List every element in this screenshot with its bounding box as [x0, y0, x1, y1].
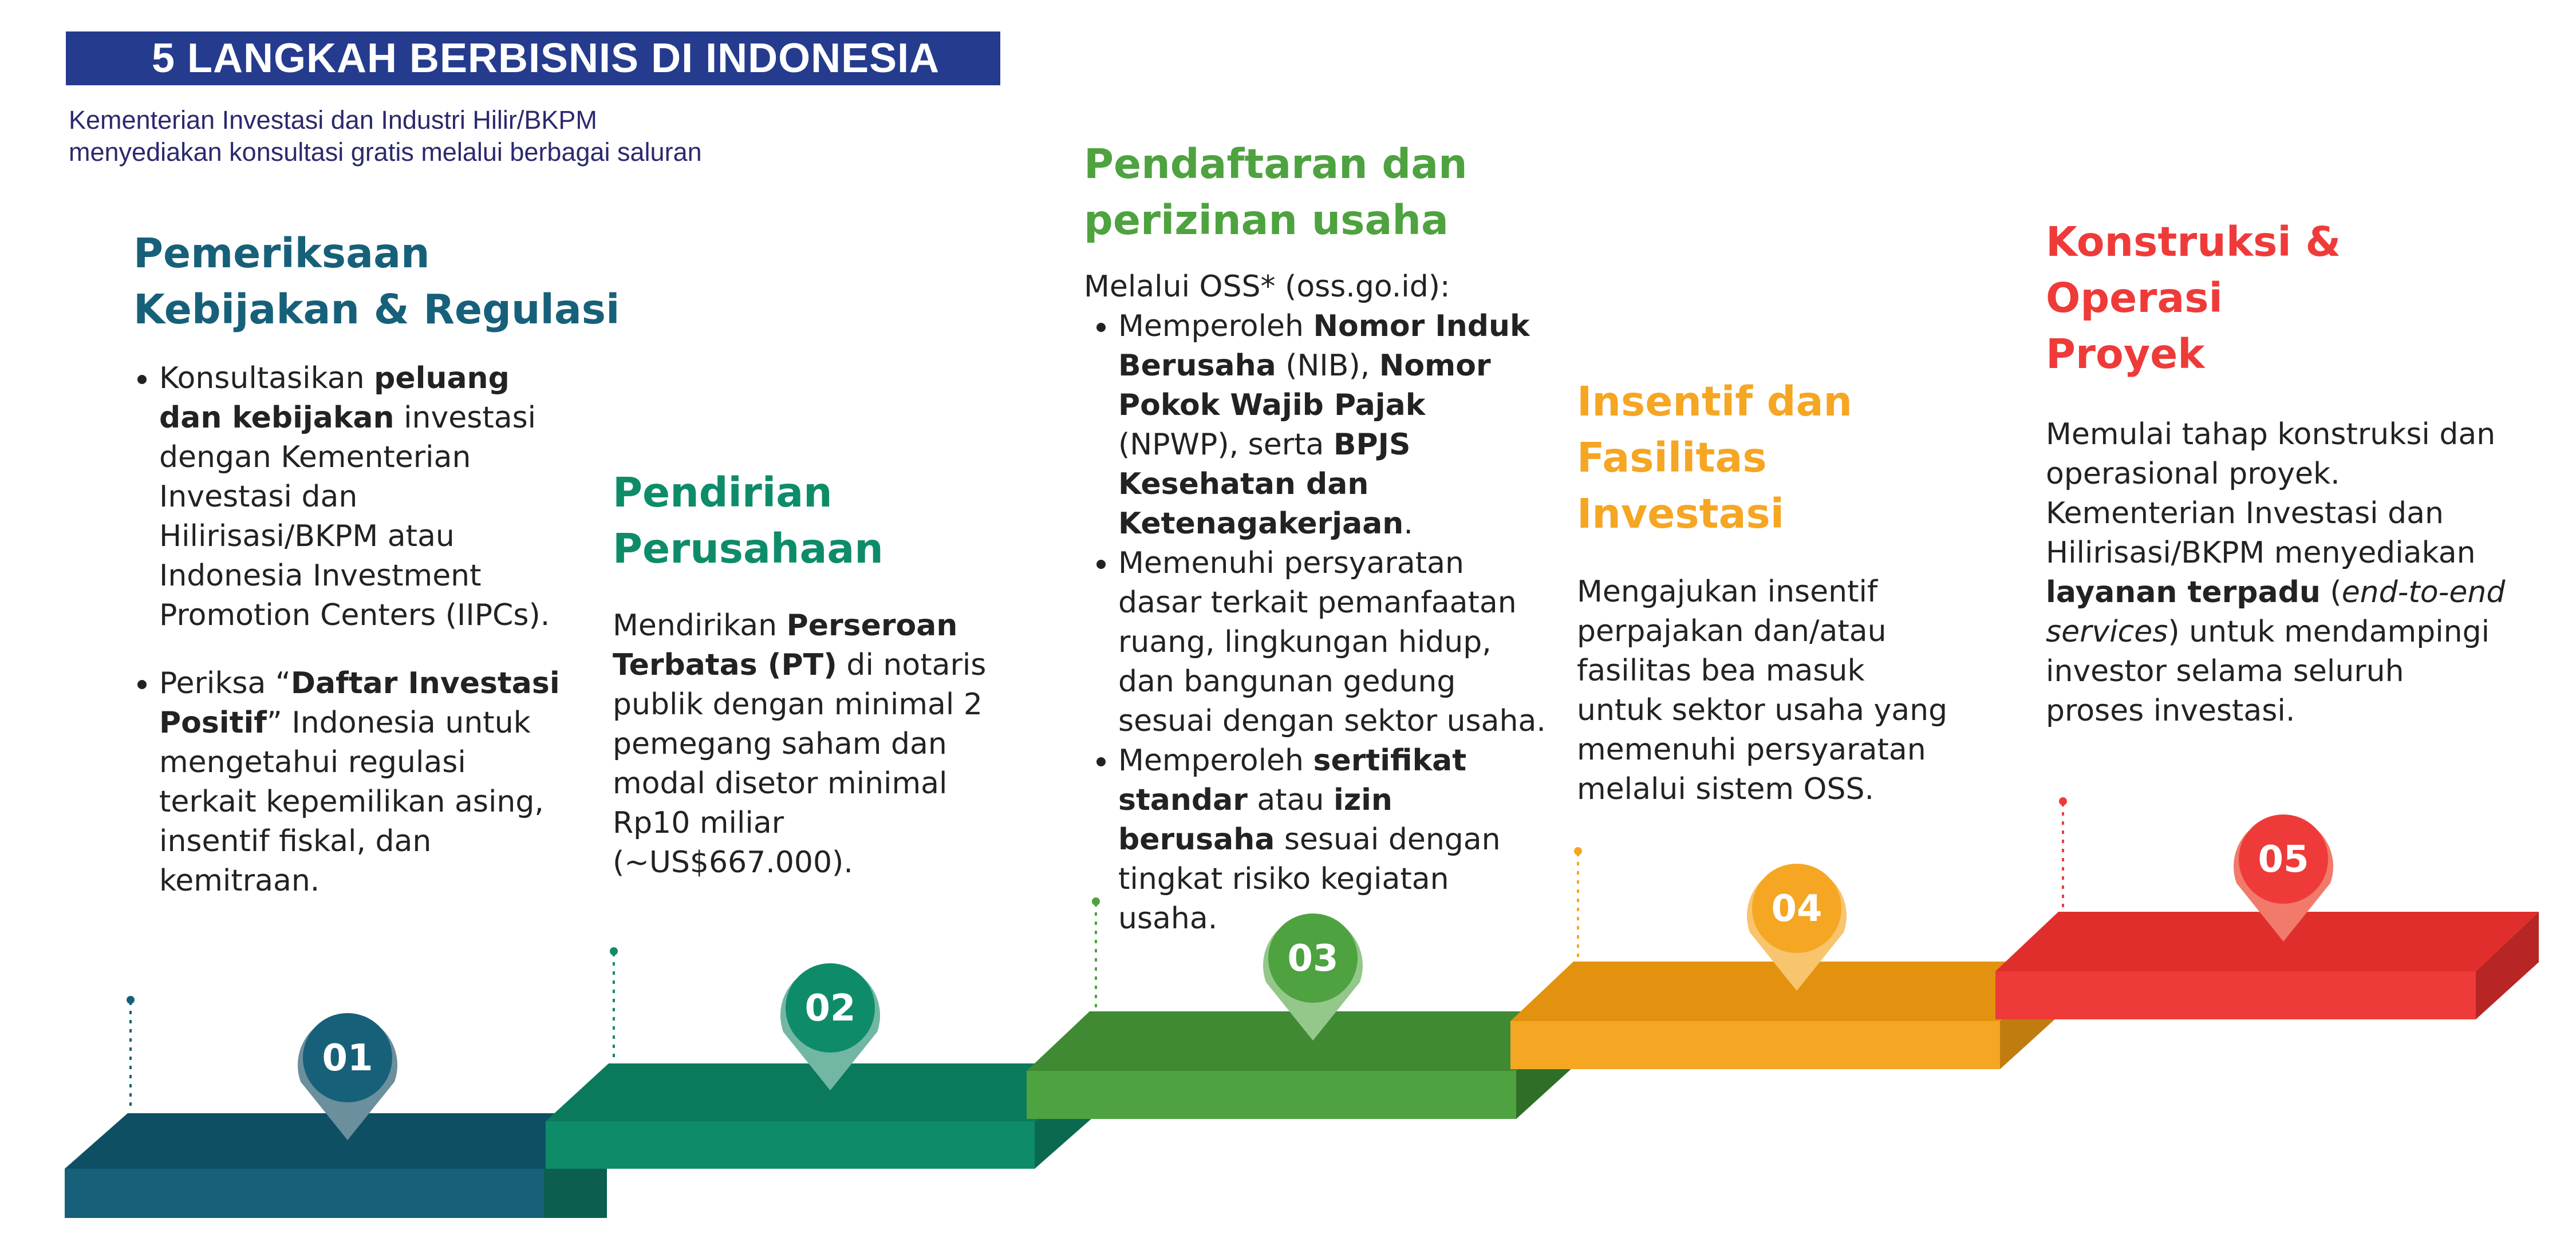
- step-number-2: 02: [804, 987, 856, 1030]
- step-4-heading: Insentif dan Fasilitas Investasi: [1577, 378, 1853, 537]
- step-5-body: Memulai tahap konstruksi dan operasional proyek. Kementerian Investasi dan Hilirisasi/BKPM menyediakan layanan terpadu (end-to-end services) untuk mendampingi investor selama seluruh proses investasi.: [2046, 417, 2506, 728]
- subtitle-line-2: menyediakan konsultasi gratis melalui berbagai saluran: [69, 137, 702, 167]
- step-number-3: 03: [1287, 938, 1339, 980]
- step-3-bullet-3: • Memperoleh sertifikat standar atau izin berusaha sesuai dengan tingkat risiko kegiatan usaha.: [1118, 741, 1553, 939]
- step-block-2: [544, 1063, 1098, 1218]
- step-3-intro: Melalui OSS* (oss.go.id):: [1084, 270, 1450, 304]
- step-2-heading: Pendirian Perusahaan: [613, 469, 883, 572]
- step-number-1: 01: [322, 1037, 373, 1079]
- step-2-body: Mendirikan Perseroan Terbatas (PT) di notaris publik dengan minimal 2 pemegang saham dan modal disetor minimal Rp10 miliar (~US$667.000).: [613, 608, 987, 880]
- page-title: 5 LANGKAH BERBISNIS DI INDONESIA: [152, 35, 940, 81]
- step-number-5: 05: [2258, 839, 2309, 881]
- step-1-bullet-1: • Konsultasikan peluang dan kebijakan investasi dengan Kementerian Investasi dan Hilirisasi/BKPM atau Indonesia Investment Promotion Centers (IIPCs).: [159, 359, 571, 635]
- step-block-5: [1995, 912, 2539, 1019]
- step-1-bullet-2: • Periksa “Daftar Investasi Positif” Indonesia untuk mengetahui regulasi terkait kepemilikan asing, insentif fiskal, dan kemitraan.: [159, 664, 571, 901]
- step-4-body: Mengajukan insentif perpajakan dan/atau fasilitas bea masuk untuk sektor usaha yang memenuhi persyaratan melalui sistem OSS.: [1577, 575, 1948, 806]
- leader-line-4: [1574, 847, 1582, 960]
- step-1-heading: Pemeriksaan Kebijakan & Regulasi: [133, 230, 620, 333]
- leader-line-1: [127, 996, 135, 1110]
- step-3-heading: Pendaftaran dan perizinan usaha: [1084, 140, 1468, 244]
- step-3-bullet-1: • Memperoleh Nomor Induk Berusaha (NIB), Nomor Pokok Wajib Pajak (NPWP), serta BPJS Kesehatan dan Ketenagakerjaan.: [1118, 307, 1553, 544]
- leader-line-2: [610, 947, 618, 1062]
- step-3-bullet-2: • Memenuhi persyaratan dasar terkait pemanfaatan ruang, lingkungan hidup, dan bangunan gedung sesuai dengan sektor usaha.: [1118, 544, 1553, 741]
- step-number-4: 04: [1771, 888, 1822, 930]
- subtitle-line-1: Kementerian Investasi dan Industri Hilir/BKPM: [69, 105, 597, 135]
- step-3-body: [1084, 267, 1553, 939]
- leader-line-5: [2059, 797, 2067, 910]
- step-5-heading: Konstruksi & Operasi Proyek: [2046, 218, 2341, 378]
- step-1-body: [125, 359, 571, 901]
